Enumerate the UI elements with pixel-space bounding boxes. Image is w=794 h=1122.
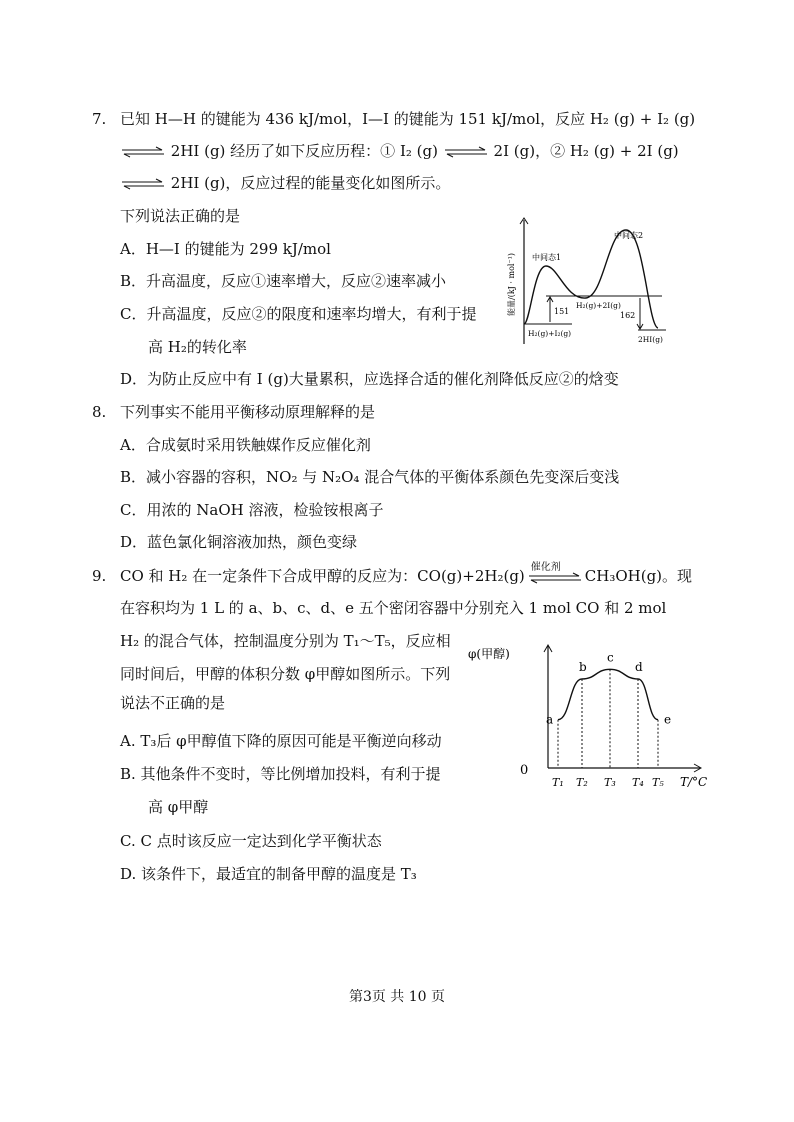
catalyst-arrow — [525, 562, 585, 586]
q7-line2-text-b: 2I (g)，② H₂ (g) + 2I (g) — [493, 142, 679, 160]
q9-number: 9. — [92, 567, 107, 585]
x-tick-1: T₁ — [552, 776, 564, 789]
point-label-a: a — [546, 712, 554, 727]
q9-line1-text-a: CO 和 H₂ 在一定条件下合成甲醇的反应为：CO(g)+2H₂(g) — [120, 567, 525, 585]
q9-option-b-line2: 高 φ甲醇 — [148, 798, 209, 816]
energy-curve — [524, 230, 658, 328]
q7-line3-text: 2HI (g)，反应过程的能量变化如图所示。 — [170, 174, 451, 192]
equilibrium-arrow-icon — [120, 178, 166, 190]
q8-number: 8. — [92, 403, 107, 421]
q7-option-d: D．为防止反应中有 I (g)大量累积，应选择合适的催化剂降低反应②的焓变 — [120, 370, 619, 388]
point-label-e: e — [664, 712, 672, 727]
q9-option-d: D. 该条件下，最适宜的制备甲醇的温度是 T₃ — [120, 865, 417, 883]
q7-line2 — [120, 141, 679, 161]
q7-number: 7. — [92, 110, 107, 128]
q8-option-d: D．蓝色氯化铜溶液加热，颜色变绿 — [120, 533, 358, 551]
q9-line5: 说法不正确的是 — [120, 694, 226, 712]
point-label-d: d — [635, 659, 643, 674]
q8-stem: 下列事实不能用平衡移动原理解释的是 — [120, 403, 376, 421]
q9-line3: H₂ 的混合气体，控制温度分别为 T₁～T₅，反应相 — [120, 632, 451, 650]
value-151: 151 — [554, 307, 570, 316]
mid-state-label: H₂(g)+2I(g) — [576, 301, 621, 310]
origin-label: 0 — [520, 763, 529, 778]
point-label-b: b — [579, 659, 587, 674]
intermediate-state-1-label: 中间态1 — [532, 253, 562, 262]
point-label-c: c — [607, 650, 614, 665]
phi-series-line — [558, 669, 658, 719]
q7-line1: 已知 H—H 的键能为 436 kJ/mol，I—I 的键能为 151 kJ/mol，反应 H₂ (g) + I₂ (g) — [120, 110, 696, 128]
equilibrium-arrow-icon — [443, 146, 489, 158]
q7-option-c-line1: C．升高温度，反应②的限度和速率均增大，有利于提 — [120, 305, 477, 323]
q9-line2: 在容积均为 1 L 的 a、b、c、d、e 五个密闭容器中分别充入 1 mol CO 和 2 mol — [120, 599, 667, 617]
intermediate-state-2-label: 中间态2 — [614, 231, 644, 240]
value-162: 162 — [620, 311, 636, 320]
energy-axis-label: 能量/(kJ · mol⁻¹) — [507, 252, 516, 316]
page-footer: 第3页 共 10 页 — [348, 989, 446, 1005]
q8-option-c: C．用浓的 NaOH 溶液，检验铵根离子 — [120, 501, 384, 519]
q7-option-b: B．升高温度，反应①速率增大，反应②速率减小 — [120, 272, 447, 290]
q7-option-c-line2: 高 H₂的转化率 — [148, 338, 247, 356]
q7-line3 — [120, 173, 450, 193]
methanol-fraction-chart — [460, 640, 720, 790]
x-tick-3: T₃ — [604, 776, 616, 789]
q9-line1-text-b: CH₃OH(g)。现 — [584, 567, 693, 585]
equilibrium-arrow-icon — [120, 146, 166, 158]
q7-stem: 下列说法正确的是 — [120, 207, 241, 225]
y-axis-label: φ(甲醇) — [468, 647, 510, 661]
q7-line2-text: 2HI (g) 经历了如下反应历程：① I₂ (g) — [170, 142, 438, 160]
catalyst-label: 催化剂 — [530, 562, 561, 573]
x-tick-5: T₅ — [652, 776, 664, 789]
q9-line1 — [120, 562, 693, 586]
q8-option-a: A．合成氨时采用铁触媒作反应催化剂 — [120, 436, 371, 454]
q8-option-b: B．减小容器的容积，NO₂ 与 N₂O₄ 混合气体的平衡体系颜色先变深后变浅 — [120, 468, 620, 486]
q9-line4: 同时间后，甲醇的体积分数 φ甲醇如图所示。下列 — [120, 665, 451, 683]
q9-option-b-line1: B. 其他条件不变时，等比例增加投料，有利于提 — [120, 765, 441, 783]
equilibrium-arrow-icon — [527, 572, 583, 584]
end-state-label: 2HI(g) — [638, 335, 663, 344]
q9-option-c: C. C 点时该反应一定达到化学平衡状态 — [120, 832, 382, 850]
start-state-label: H₂(g)+I₂(g) — [528, 329, 572, 338]
x-tick-2: T₂ — [576, 776, 588, 789]
energy-profile-diagram — [500, 216, 676, 350]
x-axis-label: T/°C — [680, 775, 708, 789]
q7-option-a: A．H—I 的键能为 299 kJ/mol — [120, 240, 331, 258]
q9-option-a: A. T₃后 φ甲醇值下降的原因可能是平衡逆向移动 — [120, 732, 442, 750]
x-tick-4: T₄ — [632, 776, 644, 789]
